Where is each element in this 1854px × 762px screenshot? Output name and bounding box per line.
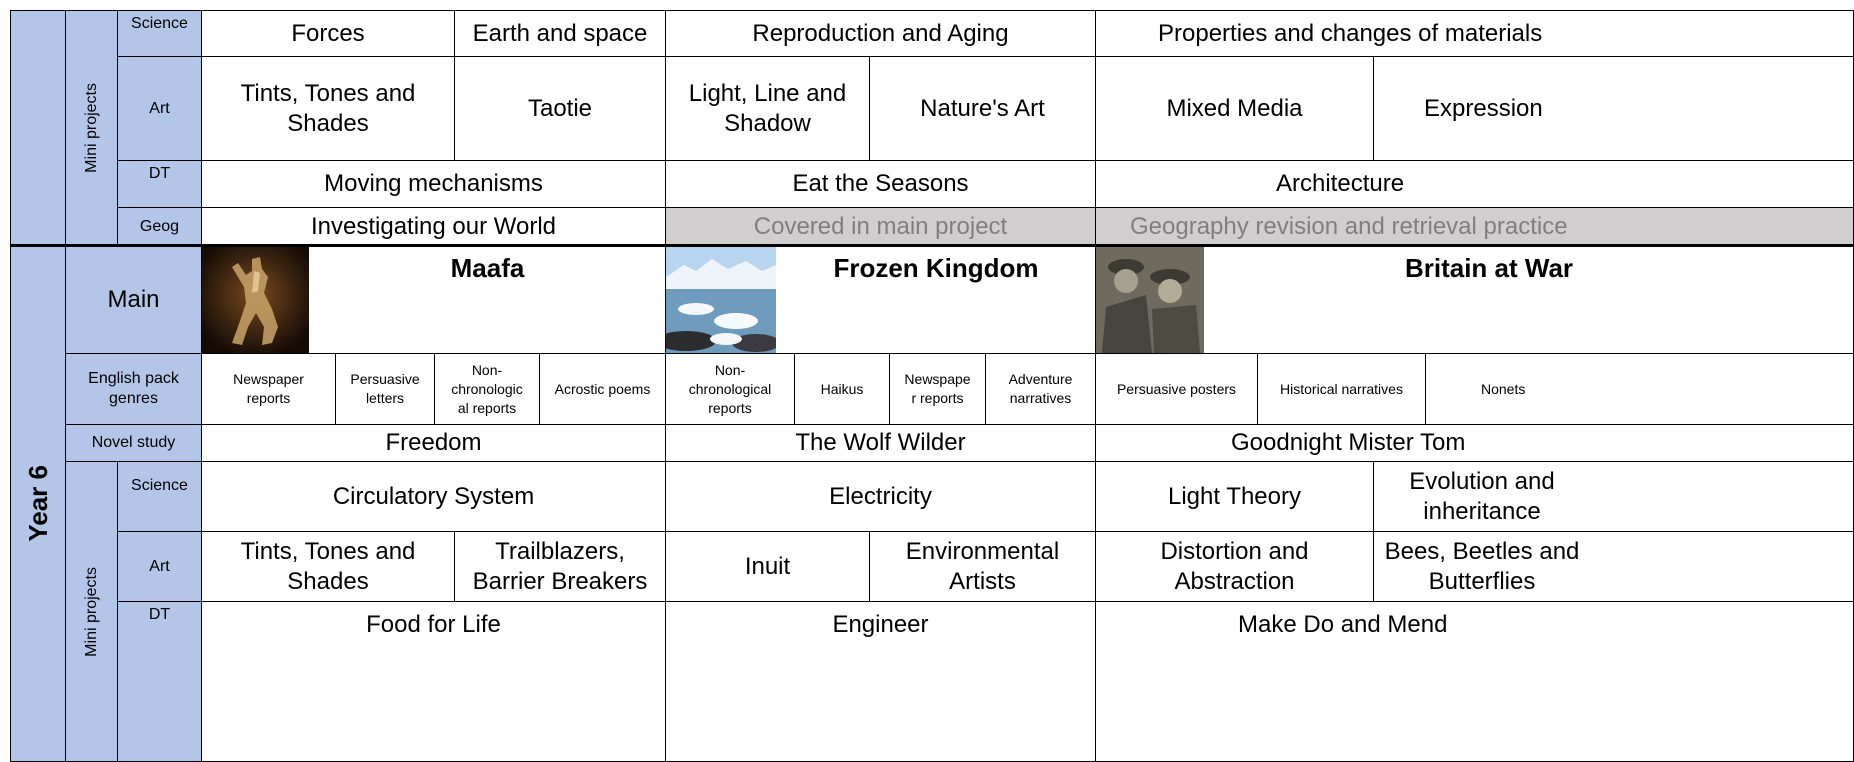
- genre-nonchron-1-text: Non-chronologic al reports: [451, 361, 523, 416]
- britain-at-war-image: [1096, 247, 1204, 353]
- topic-bees: [1374, 532, 1854, 602]
- topic-light-theory: Light Theory: [1096, 462, 1374, 532]
- topic-evolution-text: Evolution and inheritance: [1409, 467, 1555, 525]
- topic-earth-space: Earth and space: [455, 10, 666, 57]
- genre-persuasive-letters: [336, 354, 435, 425]
- row-label-science: Science: [118, 10, 202, 57]
- genre-haikus: Haikus: [795, 354, 890, 425]
- row-label-dt-lower: DT: [118, 602, 202, 762]
- topic-engineer: Engineer: [666, 602, 1096, 762]
- topic-circulatory: Circulatory System: [202, 462, 666, 532]
- topic-trailblazers-text: Trailblazers, Barrier Breakers: [472, 537, 648, 595]
- topic-forces: Forces: [202, 10, 455, 57]
- row-label-english-text: English pack genres: [88, 370, 179, 407]
- frozen-kingdom-image: [666, 247, 776, 353]
- genre-newspaper-reports: [202, 354, 336, 425]
- topic-tints-lower-text: Tints, Tones and Shades: [240, 537, 416, 595]
- genre-newspaper-reports-text: Newspaper reports: [233, 371, 304, 406]
- section-divider: [10, 244, 1854, 247]
- row-label-science-lower: Science: [118, 462, 202, 532]
- topic-taotie: Taotie: [455, 57, 666, 161]
- genre-acrostic: Acrostic poems: [540, 354, 666, 425]
- britain-at-war-title: Britain at War: [1404, 253, 1574, 283]
- maafa-image: [202, 247, 309, 353]
- novel-freedom: Freedom: [202, 425, 666, 462]
- row-label-main: Main: [66, 246, 202, 354]
- topic-light-line-text: Light, Line and Shadow: [688, 79, 847, 137]
- topic-light-line: [666, 57, 870, 161]
- frozen-kingdom-title: Frozen Kingdom: [833, 253, 1039, 283]
- mini-projects-label: Mini projects: [82, 83, 100, 173]
- topic-materials: Properties and changes of materials: [1096, 10, 1854, 57]
- genre-persuasive-letters-text: Persuasive letters: [350, 371, 420, 406]
- topic-environmental: [870, 532, 1096, 602]
- mini-projects-lower: [66, 462, 118, 762]
- mini-projects-label-lower: Mini projects: [82, 566, 100, 657]
- genre-nonchron-2-text: Non-chronological reports: [688, 361, 772, 416]
- topic-distortion: [1096, 532, 1374, 602]
- topic-moving-mechanisms: Moving mechanisms: [202, 161, 666, 208]
- topic-eat-seasons: Eat the Seasons: [666, 161, 1096, 208]
- genre-historical: Historical narratives: [1258, 354, 1426, 425]
- novel-wolf-wilder: The Wolf Wilder: [666, 425, 1096, 462]
- topic-architecture: Architecture: [1096, 161, 1854, 208]
- genre-persuasive-posters: Persuasive posters: [1096, 354, 1258, 425]
- row-label-art: Art: [118, 57, 202, 161]
- genre-nonets: Nonets: [1426, 354, 1854, 425]
- topic-distortion-text: Distortion and Abstraction: [1160, 537, 1309, 595]
- topic-covered-main: Covered in main project: [666, 208, 1096, 246]
- maafa-title: Maafa: [450, 253, 525, 283]
- topic-evolution: [1374, 462, 1854, 532]
- topic-tints-upper: [202, 57, 455, 161]
- topic-tints-lower: [202, 532, 455, 602]
- genre-adventure-text: Adventure narratives: [1008, 371, 1073, 406]
- year6-column: [10, 246, 66, 762]
- topic-inuit: Inuit: [666, 532, 870, 602]
- row-label-english: [66, 354, 202, 425]
- topic-reproduction: Reproduction and Aging: [666, 10, 1096, 57]
- topic-expression: Expression: [1374, 57, 1854, 161]
- row-label-art-lower: Art: [118, 532, 202, 602]
- topic-environmental-text: Environmental Artists: [905, 537, 1060, 595]
- topic-tints-upper-text: Tints, Tones and Shades: [240, 79, 416, 137]
- topic-electricity: Electricity: [666, 462, 1096, 532]
- topic-natures-art: Nature's Art: [870, 57, 1096, 161]
- topic-trailblazers: [455, 532, 666, 602]
- row-label-dt: DT: [118, 161, 202, 208]
- genre-newspaper-2-text: Newspape r reports: [904, 371, 971, 406]
- novel-goodnight: Goodnight Mister Tom: [1096, 425, 1854, 462]
- topic-make-do-mend: Make Do and Mend: [1096, 602, 1854, 762]
- year-column-upper: [10, 10, 66, 246]
- topic-geog-revision: Geography revision and retrieval practice: [1096, 208, 1854, 246]
- row-label-novel: Novel study: [66, 425, 202, 462]
- mini-projects-upper: [66, 10, 118, 246]
- topic-mixed-media: Mixed Media: [1096, 57, 1374, 161]
- row-label-geog: Geog: [118, 208, 202, 246]
- genre-adventure: [986, 354, 1096, 425]
- genre-nonchron-2: [666, 354, 795, 425]
- topic-food-for-life: Food for Life: [202, 602, 666, 762]
- genre-newspaper-2: [890, 354, 986, 425]
- year6-label: Year 6: [23, 465, 53, 542]
- topic-investigating-world: Investigating our World: [202, 208, 666, 246]
- topic-bees-text: Bees, Beetles and Butterflies: [1384, 537, 1580, 595]
- genre-nonchron-1: [435, 354, 540, 425]
